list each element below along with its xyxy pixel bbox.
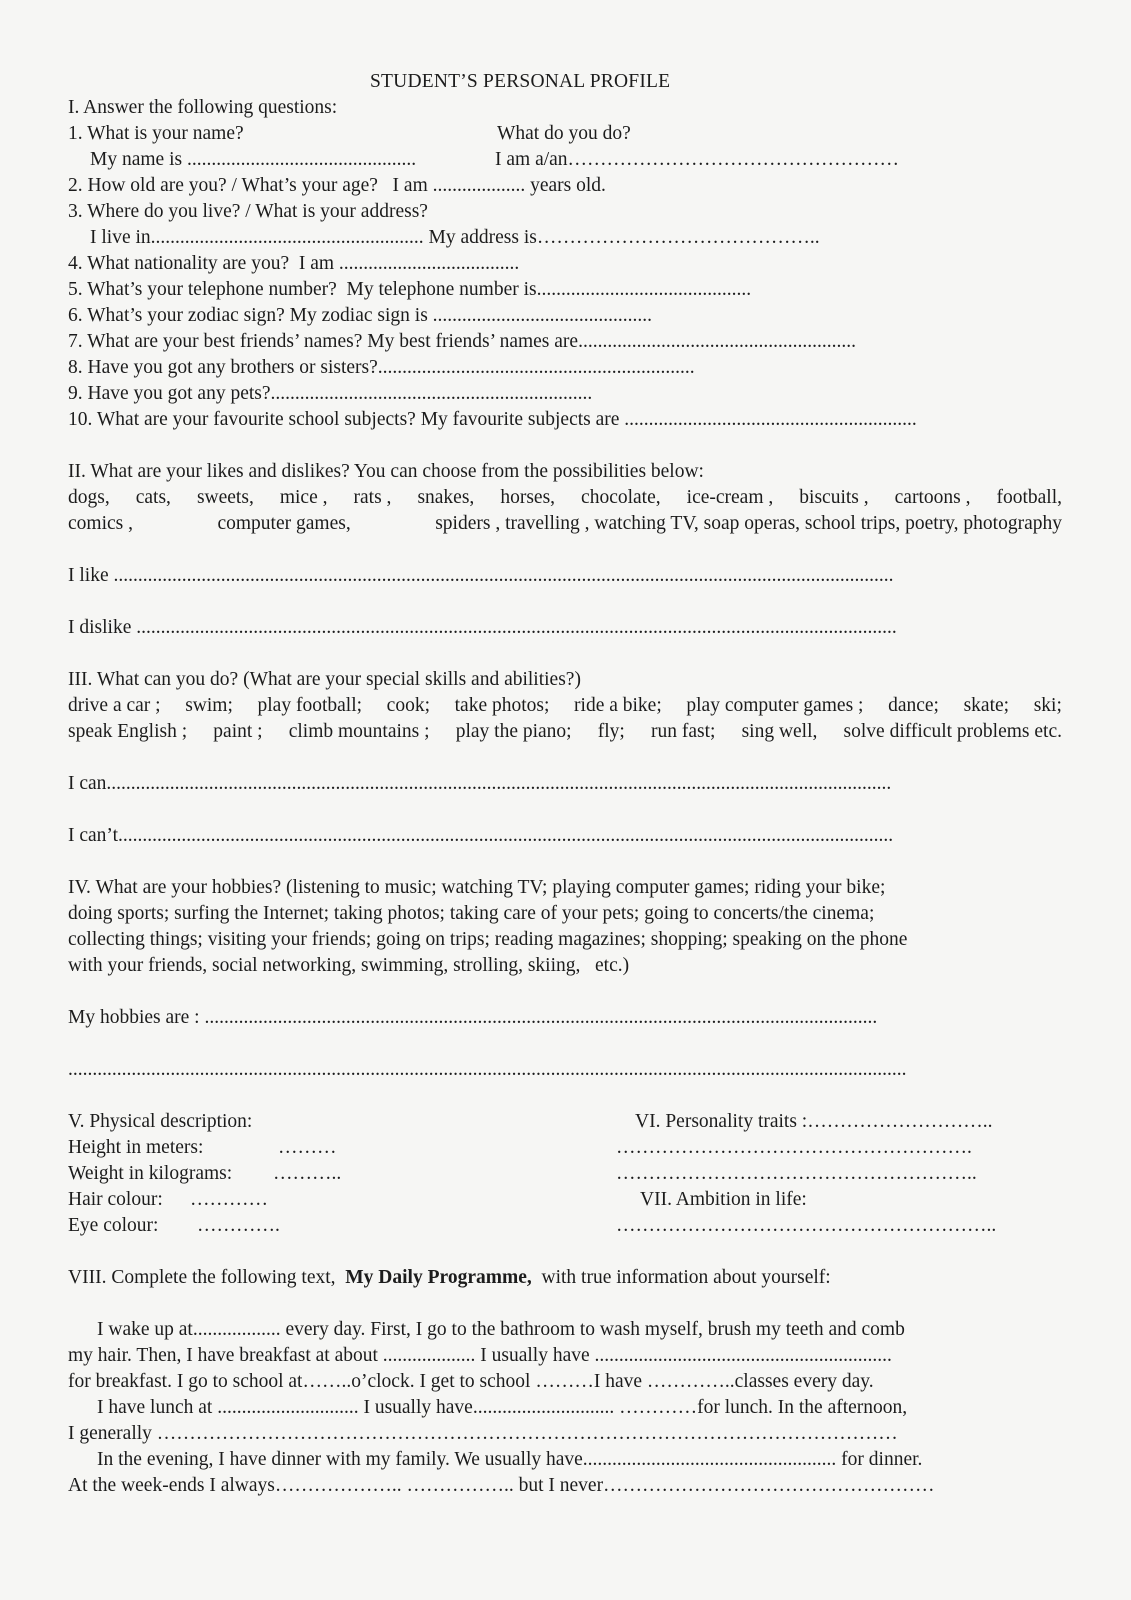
option-item: football,: [996, 487, 1062, 508]
skills-options-line-1: [68, 694, 1062, 718]
option-item: play computer games ;: [686, 695, 864, 716]
question-1b: What do you do?: [497, 123, 631, 144]
height-field[interactable]: ………: [278, 1137, 337, 1158]
question-4[interactable]: 4. What nationality are you? I am .....................................: [68, 253, 520, 274]
section-4-line-3: collecting things; visiting your friends; going on trips; reading magazines; shopping; speaking on the phone: [68, 929, 908, 950]
option-item: biscuits ,: [799, 487, 869, 508]
question-6[interactable]: 6. What’s your zodiac sign? My zodiac sign is .............................................: [68, 305, 653, 326]
personality-traits-line[interactable]: VI. Personality traits :………………………..: [635, 1111, 993, 1132]
section-4-line-2: doing sports; surfing the Internet; taking photos; taking care of your pets; going to concerts/the cinema;: [68, 903, 875, 924]
option-item: cats,: [135, 487, 171, 508]
daily-programme-title: My Daily Programme,: [345, 1267, 532, 1288]
option-item: ski;: [1033, 695, 1062, 716]
skills-options-line-2: [68, 720, 1062, 744]
daily-text-line-4[interactable]: I have lunch at ............................. I usually have............................. …………for lunch. In the afternoon,: [97, 1397, 908, 1418]
option-item: mice ,: [279, 487, 328, 508]
personality-traits-line-2[interactable]: ……………………………………………….: [616, 1137, 972, 1158]
answer-1-name[interactable]: My name is ...............................................: [90, 149, 417, 170]
question-7[interactable]: 7. What are your best friends’ names? My best friends’ names are.........................................................: [68, 331, 856, 352]
question-3: 3. Where do you live? / What is your address?: [68, 201, 428, 222]
option-item: run fast;: [650, 721, 716, 742]
section-8-heading-post: with true information about yourself:: [531, 1267, 831, 1288]
section-8-heading-pre: VIII. Complete the following text,: [68, 1267, 346, 1288]
option-item: solve difficult problems etc.: [843, 721, 1062, 742]
option-item: snakes,: [417, 487, 475, 508]
option-item: paint ;: [213, 721, 263, 742]
option-item: fly;: [597, 721, 625, 742]
page-title: STUDENT’S PERSONAL PROFILE: [370, 71, 671, 92]
option-item: cartoons ,: [894, 487, 971, 508]
daily-text-line-1[interactable]: I wake up at.................. every day. First, I go to the bathroom to wash myself, brush my teeth and comb: [97, 1319, 905, 1340]
option-item: drive a car ;: [68, 695, 161, 716]
option-item: rats ,: [353, 487, 392, 508]
option-item: chocolate,: [581, 487, 661, 508]
question-10[interactable]: 10. What are your favourite school subjects? My favourite subjects are ............................................................: [68, 409, 917, 430]
daily-text-line-7[interactable]: At the week-ends I always……………….. …………….. but I never……………………………………………: [68, 1475, 935, 1496]
i-like-line[interactable]: I like ................................................................................................................................................................: [68, 565, 894, 586]
daily-text-line-2[interactable]: my hair. Then, I have breakfast at about ................... I usually have .............................................................: [68, 1345, 892, 1366]
likes-options-line-2: [68, 512, 1062, 536]
option-item: climb mountains ;: [288, 721, 430, 742]
option-item: ride a bike;: [574, 695, 662, 716]
eye-colour-label: Eye colour:: [68, 1215, 159, 1236]
option-item: dogs,: [68, 487, 110, 508]
personality-traits-line-3[interactable]: ………………………………………………..: [616, 1163, 977, 1184]
eye-colour-field[interactable]: ………….: [197, 1215, 280, 1236]
question-5[interactable]: 5. What’s your telephone number? My telephone number is............................................: [68, 279, 752, 300]
section-2-heading: II. What are your likes and dislikes? You can choose from the possibilities below:: [68, 461, 704, 482]
option-item: take photos;: [454, 695, 550, 716]
section-5-heading: V. Physical description:: [68, 1111, 253, 1132]
answer-1b-occupation[interactable]: I am a/an……………………………………………: [495, 149, 900, 170]
ambition-line[interactable]: …………………………………………………..: [616, 1215, 997, 1236]
section-4-line-4: with your friends, social networking, swimming, strolling, skiing, etc.): [68, 955, 630, 976]
section-3-heading: III. What can you do? (What are your special skills and abilities?): [68, 669, 581, 690]
option-item: speak English ;: [68, 721, 188, 742]
question-9[interactable]: 9. Have you got any pets?..................................................................: [68, 383, 593, 404]
option-item: computer games,: [217, 513, 351, 534]
option-item: comics ,: [68, 513, 133, 534]
option-item: play football;: [257, 695, 363, 716]
weight-label: Weight in kilograms:: [68, 1163, 233, 1184]
option-item: play the piano;: [455, 721, 572, 742]
option-item: dance;: [888, 695, 939, 716]
answer-3-address[interactable]: I live in........................................................ My address is……………………………………..: [90, 227, 820, 248]
my-hobbies-line-2[interactable]: ............................................................................................................................................................................: [68, 1059, 907, 1080]
option-item: swim;: [185, 695, 233, 716]
section-8-heading: [68, 1266, 831, 1290]
height-label: Height in meters:: [68, 1137, 204, 1158]
i-can-line[interactable]: I can.................................................................................................................................................................: [68, 773, 892, 794]
daily-text-line-6[interactable]: In the evening, I have dinner with my family. We usually have.................................................... for dinner.: [97, 1449, 923, 1470]
option-item: cook;: [386, 695, 430, 716]
likes-options-line-1: [68, 486, 1062, 510]
option-item: sweets,: [196, 487, 254, 508]
weight-field[interactable]: ………..: [273, 1163, 342, 1184]
option-item: spiders , travelling , watching TV, soap operas, school trips, poetry, photography: [435, 513, 1062, 534]
question-2[interactable]: 2. How old are you? / What’s your age? I am ................... years old.: [68, 175, 606, 196]
ambition-heading: VII. Ambition in life:: [640, 1189, 807, 1210]
option-item: ice-cream ,: [686, 487, 774, 508]
daily-text-line-5[interactable]: I generally ……………………………………………………………………………………………………: [68, 1423, 898, 1444]
option-item: skate;: [963, 695, 1010, 716]
daily-text-line-3[interactable]: for breakfast. I go to school at……..o’clock. I get to school ………I have …………..classes every day.: [68, 1371, 874, 1392]
section-1-heading: I. Answer the following questions:: [68, 97, 338, 118]
hair-colour-label: Hair colour:: [68, 1189, 163, 1210]
i-dislike-line[interactable]: I dislike ............................................................................................................................................................: [68, 617, 897, 638]
option-item: horses,: [500, 487, 556, 508]
my-hobbies-line[interactable]: My hobbies are : ..........................................................................................................................................: [68, 1007, 878, 1028]
i-cant-line[interactable]: I can’t...............................................................................................................................................................: [68, 825, 894, 846]
section-4-line-1: IV. What are your hobbies? (listening to music; watching TV; playing computer games; riding your bike;: [68, 877, 886, 898]
question-1: 1. What is your name?: [68, 123, 244, 144]
hair-colour-field[interactable]: …………: [190, 1189, 268, 1210]
question-8[interactable]: 8. Have you got any brothers or sisters?.................................................................: [68, 357, 695, 378]
option-item: sing well,: [741, 721, 818, 742]
